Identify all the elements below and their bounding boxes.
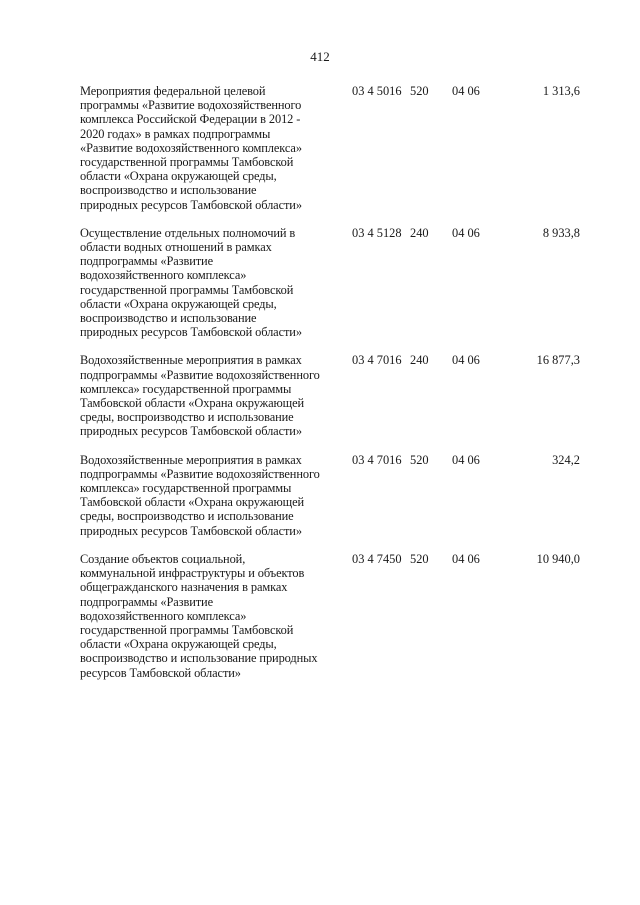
row-target-code: 03 4 7016	[352, 452, 402, 467]
row-section-code: 04 06	[452, 452, 480, 467]
table-row	[80, 353, 600, 438]
row-section-code: 04 06	[452, 84, 480, 98]
row-target-code: 03 4 7016	[352, 353, 402, 368]
row-description: Мероприятия федеральной целевой программы «Развитие водохозяйственного комплекса Российской Федерации в 2012 - 2020 годах» в рамках подпрограммы «Развитие водохозяйственного комплекса» государственной программы Тамбовской области «Охрана окружающей среды, воспроизводство и использование природных ресурсов Тамбовской области»	[80, 84, 302, 212]
row-amount: 16 877,3	[536, 353, 580, 368]
row-amount: 8 933,8	[542, 225, 580, 240]
row-target-code: 03 4 7450	[352, 551, 402, 566]
row-target-code: 03 4 5016	[352, 84, 402, 98]
budget-table	[80, 84, 600, 694]
row-section-code: 04 06	[452, 225, 480, 240]
row-expense-type: 240	[410, 225, 429, 240]
row-section-code: 04 06	[452, 353, 480, 368]
table-row	[80, 552, 600, 680]
table-row	[80, 226, 600, 340]
row-expense-type: 520	[410, 84, 429, 98]
row-description: Создание объектов социальной, коммунальной инфраструктуры и объектов общегражданского назначения в рамках подпрограммы «Развитие водохозяйственного комплекса» государственной программы Тамбовской области «Охрана окружающей среды, воспроизводство и использование природных ресурсов Тамбовской области»	[80, 551, 318, 680]
row-target-code: 03 4 5128	[352, 225, 402, 240]
row-description: Осуществление отдельных полномочий в области водных отношений в рамках подпрограммы «Развитие водохозяйственного комплекса» государственной программы Тамбовской области «Охрана окружающей среды, воспроизводство и использование природных ресурсов Тамбовской области»	[80, 225, 302, 340]
row-expense-type: 520	[410, 551, 429, 566]
row-description: Водохозяйственные мероприятия в рамках подпрограммы «Развитие водохозяйственного комплекса» государственной программы Тамбовской области «Охрана окружающей среды, воспроизводство и использование природных ресурсов Тамбовской области»	[80, 452, 320, 538]
row-amount: 1 313,6	[542, 84, 580, 98]
table-row	[80, 84, 600, 212]
row-expense-type: 520	[410, 452, 429, 467]
row-section-code: 04 06	[452, 551, 480, 566]
page-number: 412	[310, 49, 330, 64]
table-row	[80, 453, 600, 538]
row-description: Водохозяйственные мероприятия в рамках подпрограммы «Развитие водохозяйственного комплекса» государственной программы Тамбовской области «Охрана окружающей среды, воспроизводство и использование природных ресурсов Тамбовской области»	[80, 353, 320, 439]
row-amount: 10 940,0	[536, 551, 580, 566]
row-expense-type: 240	[410, 353, 429, 368]
row-amount: 324,2	[552, 452, 580, 467]
